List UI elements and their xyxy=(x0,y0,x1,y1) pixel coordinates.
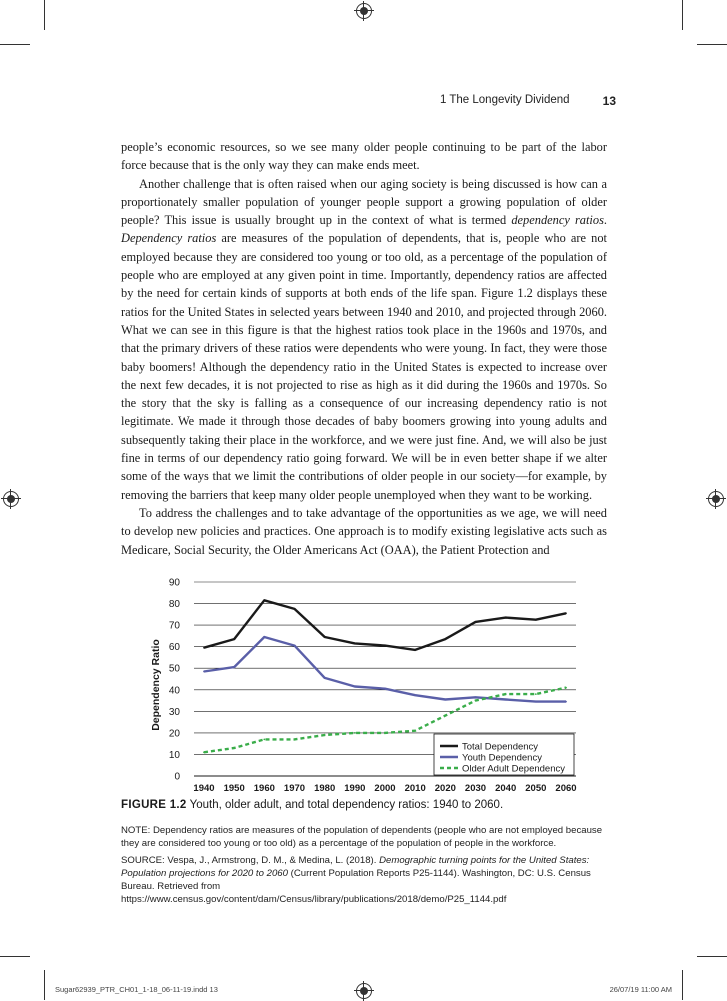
data-point xyxy=(475,700,477,702)
registration-mark-icon xyxy=(356,3,372,19)
chart-legend xyxy=(434,734,574,775)
x-tick-label: 2050 xyxy=(525,783,547,794)
data-point xyxy=(384,688,386,690)
x-tick-label: 1960 xyxy=(253,783,275,794)
x-tick-label: 1980 xyxy=(314,783,336,794)
body-text xyxy=(121,138,607,559)
x-tick-label: 2000 xyxy=(374,783,396,794)
paragraph-text: Another challenge that is often raised when our aging society is being discussed is how can a proportionately smaller population of younger people support a growing population of older people? This issue is usually brought up in the context of what is termed xyxy=(121,176,607,228)
paragraph-text: . xyxy=(603,213,607,228)
data-point xyxy=(535,619,537,621)
data-point xyxy=(294,738,296,740)
italic-term: dependency ratios xyxy=(511,213,604,228)
data-point xyxy=(263,599,265,601)
data-point xyxy=(565,701,567,703)
x-tick-label: 1940 xyxy=(193,783,215,794)
data-point xyxy=(324,734,326,736)
data-point xyxy=(233,638,235,640)
data-point xyxy=(565,687,567,689)
data-point xyxy=(414,730,416,732)
paragraph: people’s economic resources, so we see many older people continuing to be part of the labor force because that is the only way they can make ends meet. xyxy=(121,140,607,173)
data-point xyxy=(384,645,386,647)
legend-label: Older Adult Dependency xyxy=(462,763,565,775)
data-point xyxy=(263,738,265,740)
data-point xyxy=(203,671,205,673)
data-point xyxy=(263,636,265,638)
y-tick-label: 50 xyxy=(168,663,180,675)
data-point xyxy=(294,645,296,647)
x-tick-label: 2030 xyxy=(464,783,487,794)
data-point xyxy=(324,677,326,679)
data-point xyxy=(444,699,446,701)
data-point xyxy=(354,732,356,734)
x-tick-label: 2010 xyxy=(404,783,426,794)
slug-left: Sugar62939_PTR_CH01_1-18_06-11-19.indd 13 xyxy=(55,985,218,994)
figure-note: NOTE: Dependency ratios are measures of the population of dependents (people who are not employed because they are considered too young or too old) as a percentage of the population of people in the workforce. xyxy=(121,825,603,849)
paragraph-text: are measures of the population of dependents, that is, people who are not employed because they are considered too young or too old, as a percentage of the population of people who are employed at any given point in time. Importantly, dependency ratios are affected by the need for certain kinds of supports at both ends of the life span. Figure 1.2 displays these ratios for the United States in selected years between 1940 and 2010, and projected through 2060. What we can see in this figure is that the highest ratios took place in the 1960s and 1970s, and that the primary drivers of these ratios were dependents who were young. In fact, they were those baby boomers! Although the dependency ratio in the United States is expected to increase over the next few decades, it is not projected to rise as high as it did during the 1960s and 1970s. So the story that the sky is falling as a consequence of our increasing dependency ratio is not legitimate. We made it through those decades of baby boomers growing into young adults and subsequently taking their place in the workforce, and we were just fine. And, we will also be just fine in terms of our dependency ratio going forward. We will be in even better shape if we alter some of the ways that we limit the contributions of older people in our society—for example, by removing the barriers that keep many older people unemployed when they want to be working. xyxy=(121,231,607,502)
crop-mark xyxy=(682,970,683,1000)
data-point xyxy=(203,647,205,649)
running-head-title: 1 The Longevity Dividend xyxy=(440,94,570,106)
data-point xyxy=(324,636,326,638)
y-tick-label: 90 xyxy=(168,577,180,589)
legend-label: Total Dependency xyxy=(462,741,539,753)
data-point xyxy=(505,617,507,619)
crop-mark xyxy=(697,956,727,957)
y-tick-label: 40 xyxy=(168,685,180,697)
source-text: (Current Population Reports P25-1144). Washington, DC: U.S. Census Bureau. Retrieved from https://www.census.gov/content/dam/Census/library/publications/2018/demo/P25_1144.pdf xyxy=(121,868,591,905)
slug-right: 26/07/19 11:00 AM xyxy=(609,985,672,994)
y-tick-label: 70 xyxy=(168,620,180,632)
dependency-ratio-chart xyxy=(140,570,590,796)
figure-label: FIGURE 1.2 xyxy=(121,799,187,811)
figure-caption xyxy=(121,799,607,811)
data-point xyxy=(565,612,567,614)
figure-notes xyxy=(121,824,607,910)
data-point xyxy=(354,643,356,645)
data-point xyxy=(535,693,537,695)
x-tick-label: 1990 xyxy=(344,783,366,794)
data-point xyxy=(505,699,507,701)
source-title: Demographic turning points for the United States: Population projections for 2020 to 2060 xyxy=(121,855,590,879)
y-tick-label: 10 xyxy=(168,749,180,761)
x-tick-label: 2060 xyxy=(555,783,577,794)
x-tick-label: 2040 xyxy=(495,783,517,794)
crop-mark xyxy=(697,44,727,45)
data-point xyxy=(414,649,416,651)
data-point xyxy=(505,693,507,695)
y-tick-label: 30 xyxy=(168,706,180,718)
crop-mark xyxy=(682,0,683,30)
crop-mark xyxy=(0,956,30,957)
data-point xyxy=(203,751,205,753)
registration-mark-icon xyxy=(3,491,19,507)
registration-mark-icon xyxy=(708,491,724,507)
source-text: SOURCE: Vespa, J., Armstrong, D. M., & Medina, L. (2018). xyxy=(121,855,380,866)
crop-mark xyxy=(44,970,45,1000)
y-axis-label: Dependency Ratio xyxy=(150,639,162,731)
paragraph: To address the challenges and to take advantage of the opportunities as we age, we will need to develop new policies and practices. One approach is to modify existing legislative acts such as Medicare, Social Security, the Older Americans Act (OAA), the Patient Protection and xyxy=(121,505,607,557)
data-point xyxy=(444,715,446,717)
figure-caption-text: Youth, older adult, and total dependency ratios: 1940 to 2060. xyxy=(189,799,504,811)
legend-label: Youth Dependency xyxy=(462,752,542,764)
data-point xyxy=(475,696,477,698)
x-tick-label: 2020 xyxy=(434,783,456,794)
x-tick-label: 1950 xyxy=(223,783,245,794)
data-point xyxy=(384,732,386,734)
y-axis-ticks xyxy=(169,578,181,783)
data-point xyxy=(475,621,477,623)
x-axis-ticks xyxy=(193,783,576,794)
data-point xyxy=(535,701,537,703)
crop-mark xyxy=(44,0,45,30)
y-tick-label: 20 xyxy=(168,728,180,740)
data-point xyxy=(354,686,356,688)
chart-series xyxy=(203,599,567,753)
y-tick-label: 60 xyxy=(168,642,180,654)
x-tick-label: 1970 xyxy=(283,783,306,794)
data-point xyxy=(233,666,235,668)
data-point xyxy=(233,747,235,749)
italic-term: Dependency ratios xyxy=(121,231,217,246)
registration-mark-icon xyxy=(356,983,372,999)
data-point xyxy=(444,638,446,640)
crop-mark xyxy=(0,44,30,45)
figure-source xyxy=(121,854,607,906)
y-tick-label: 80 xyxy=(168,599,180,611)
y-tick-label: 0 xyxy=(174,771,180,783)
paragraph xyxy=(121,175,607,504)
data-point xyxy=(414,694,416,696)
page-number: 13 xyxy=(602,94,616,108)
data-point xyxy=(294,608,296,610)
